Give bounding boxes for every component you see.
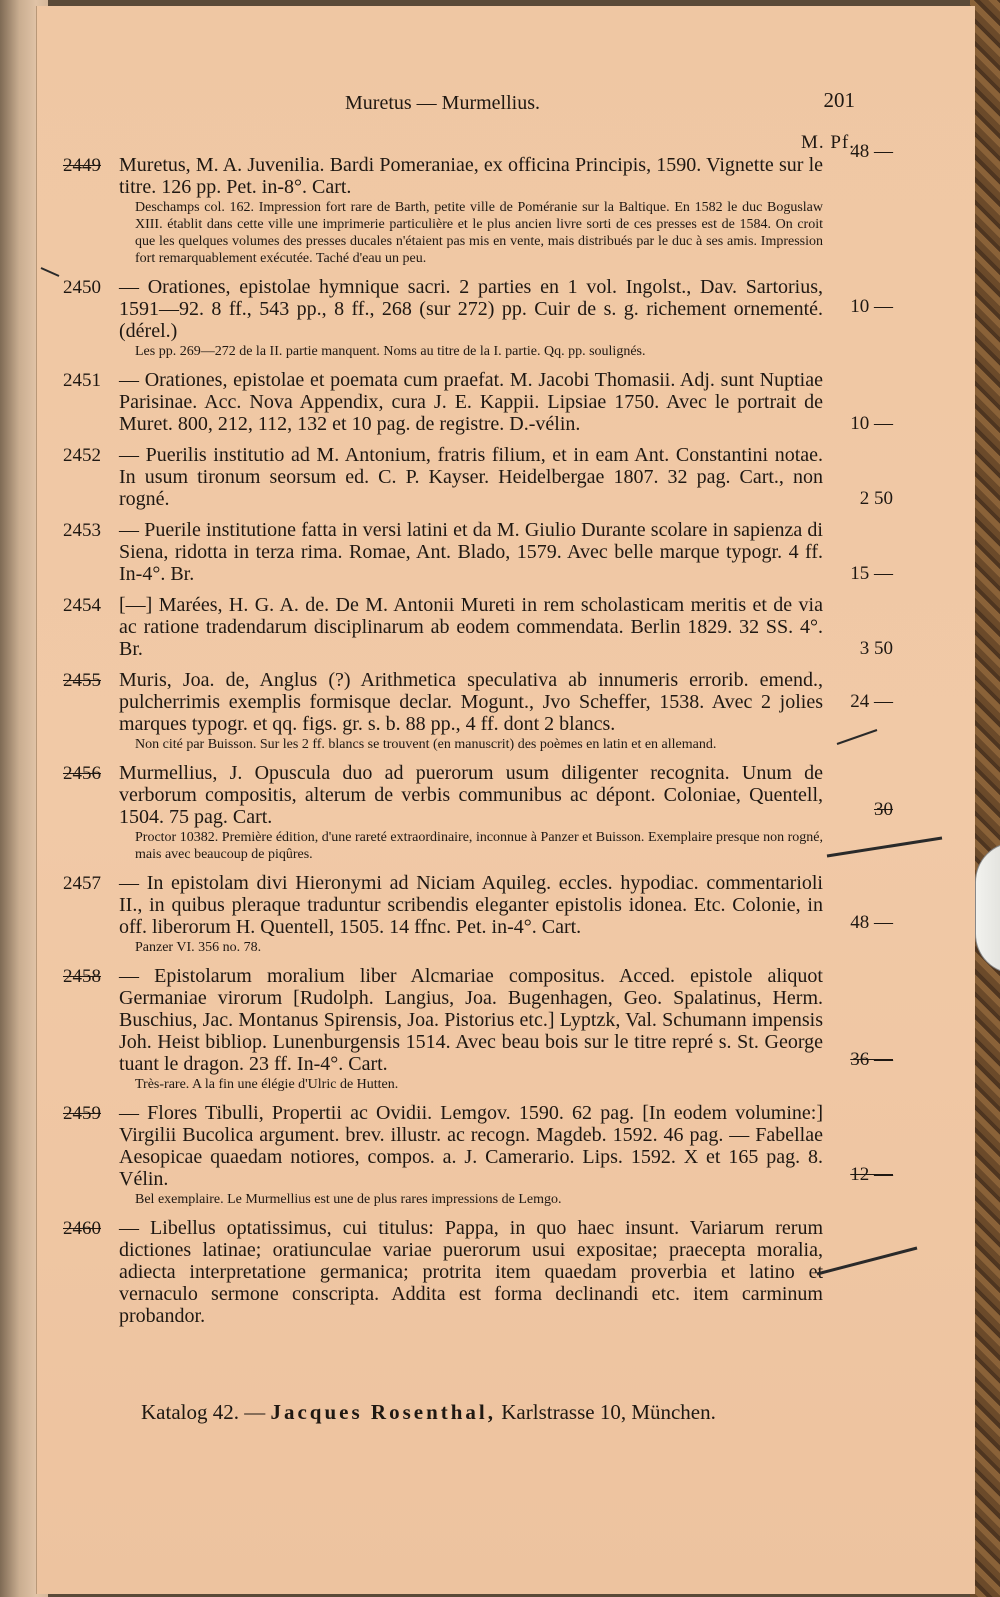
pencil-stroke bbox=[41, 268, 59, 276]
page-footer bbox=[141, 1400, 716, 1425]
entry-price: 12 — bbox=[850, 1164, 893, 1185]
entry-note: Bel exemplaire. Le Murmellius est une de plus rares impressions de Lemgo. bbox=[135, 1192, 562, 1207]
catalog-entry bbox=[63, 669, 893, 753]
entry-text: — Orationes, epistolae et poemata cum praefat. M. Jacobi Thomasii. Adj. sunt Nuptiae Parisinae. Acc. Nova Appendix, cura J. E. Kappii. Lipsiae 1750. Avec le portrait de Muret. 800, 212, 112, 132 et 10 pag. de registre. D.-vélin. bbox=[119, 369, 823, 435]
catalog-entry bbox=[63, 276, 893, 360]
catalog-entry bbox=[63, 872, 893, 956]
entry-number: 2453 bbox=[63, 520, 101, 541]
entry-number: 2457 bbox=[63, 873, 101, 894]
running-title: Muretus — Murmellius. bbox=[345, 92, 540, 114]
entry-price: 3 50 bbox=[859, 638, 893, 659]
entry-text: — Epistolarum moralium liber Alcmariae compositus. Acced. epistole aliquot Germaniae virorum [Rudolph. Langius, Joa. Bugenhagen, Geo. Spalatinus, Herm. Buschius, Jac. Montanus Spirensis, Joa. Pistorius etc.] Lyptzk, Val. Schumann impensis Joh. Heist bibliop. Lunenburgensis 1514. Avec beau bois sur le titre repré s. St. George tuant le dragon. 23 ff. In-4°. Cart. bbox=[119, 965, 823, 1075]
catalog-page bbox=[36, 6, 975, 1594]
footer-address: Karlstrasse 10, München. bbox=[501, 1400, 716, 1424]
entry-number: 2454 bbox=[63, 595, 101, 616]
entry-text: — Libellus optatissimus, cui titulus: Pappa, in quo haec insunt. Variarum rerum dictiones latinae; oratiunculae variae puerorum usui expositae; praecepta moralia, adiecta interpretatione germanica; protrita item quaedam proverbia et latino et vernaculo sermone conscripta. Addita est forma declinandi etc. item carminum probandor. bbox=[119, 1217, 823, 1327]
entry-price: 36 — bbox=[850, 1049, 893, 1070]
entry-number: 2458 bbox=[63, 966, 101, 987]
entry-number: 2452 bbox=[63, 445, 101, 466]
currency-columns: M. Pf. bbox=[800, 132, 855, 153]
entry-text: — In epistolam divi Hieronymi ad Niciam Aquileg. eccles. hypodiac. commentarioli II., in quibus pleraque traduntur scribendis eleganter epistolis idonea. Etc. Colonie, in off. liberorum H. Quentell, 1505. 14 ffnc. Pet. in-4°. Cart. bbox=[119, 872, 823, 938]
entry-price: 10 — bbox=[850, 413, 893, 434]
entry-note: Deschamps col. 162. Impression fort rare de Barth, petite ville de Poméranie sur la Baltique. En 1582 le duc Boguslaw XIII. établit dans cette ville une imprimerie particulière et le plus ancien livre sorti de ces presses est de 1584. On croit que les quelques volumes des presses ducales n'étaient pas mis en vente, mais distribués par le duc à ses amis. Impression fort remarquablement exécutée. Taché d'eau un peu. bbox=[135, 200, 823, 266]
entry-number: 2460 bbox=[63, 1218, 101, 1239]
entry-price: 30 bbox=[874, 799, 893, 820]
page-header bbox=[37, 88, 975, 122]
catalog-entry bbox=[63, 762, 893, 863]
entry-text: Muretus, M. A. Juvenilia. Bardi Pomeraniae, ex officina Principis, 1590. Vignette sur le titre. 126 pp. Pet. in-8°. Cart. bbox=[119, 154, 823, 198]
entry-note: Les pp. 269—272 de la II. partie manquent. Noms au titre de la I. partie. Qq. pp. soulignés. bbox=[135, 344, 646, 359]
entry-price: 10 — bbox=[850, 296, 893, 317]
catalog-entry bbox=[63, 594, 893, 660]
entry-number: 2449 bbox=[63, 155, 101, 176]
footer-catalog: Katalog 42. — bbox=[141, 1400, 266, 1424]
entry-price: 24 — bbox=[850, 691, 893, 712]
entry-note: Très-rare. A la fin une élégie d'Ulric de Hutten. bbox=[135, 1077, 399, 1092]
entry-number: 2451 bbox=[63, 370, 101, 391]
catalog-entry bbox=[63, 1217, 893, 1327]
entry-text: — Flores Tibulli, Propertii ac Ovidii. Lemgov. 1590. 62 pag. [In eodem volumine:] Virgilii Bucolica argument. brev. illustr. ac recogn. Magdeb. 1592. 46 pag. — Fabellae Aesopicae quaedam notiores, compos. a. J. Camerario. Lips. 1592. X et 165 pag. 8. Vélin. bbox=[119, 1102, 823, 1190]
footer-bookseller: Jacques Rosenthal, bbox=[270, 1400, 497, 1424]
entry-price: 48 — bbox=[850, 912, 893, 933]
entry-number: 2455 bbox=[63, 670, 101, 691]
entry-text: Murmellius, J. Opuscula duo ad puerorum usum diligenter recognita. Unum de verborum compositis, alterum de verbis communibus ac dépont. Coloniae, Quentell, 1504. 75 pag. Cart. bbox=[119, 762, 823, 828]
entry-text: — Puerilis institutio ad M. Antonium, fratris filium, et in eam Ant. Constantini notae. In usum tironum seorsum ed. C. P. Kayser. Heidelbergae 1807. 32 pag. Cart., non rogné. bbox=[119, 444, 823, 510]
entry-number: 2459 bbox=[63, 1103, 101, 1124]
entry-text: — Orationes, epistolae hymnique sacri. 2 parties en 1 vol. Ingolst., Dav. Sartorius, 1591—92. 8 ff., 543 pp., 8 ff., 268 (sur 272) pp. Cuir de s. g. richement ornementé. (dérel.) bbox=[119, 276, 823, 342]
entry-price: 2 50 bbox=[859, 488, 893, 509]
entry-text: [—] Marées, H. G. A. de. De M. Antonii Mureti in rem scholasticam meritis et de via ac ratione tradendarum disciplinarum ab eodem commendata. Berlin 1829. 32 SS. 4°. Br. bbox=[119, 594, 823, 660]
entry-number: 2450 bbox=[63, 277, 101, 298]
entry-note: Proctor 10382. Première édition, d'une rareté extraordinaire, inconnue à Panzer et Buisson. Exemplaire presque non rogné, mais avec beaucoup de piqûres. bbox=[135, 830, 823, 862]
catalog-entry bbox=[63, 369, 893, 435]
catalog-entry bbox=[63, 1102, 893, 1208]
entry-note: Panzer VI. 356 no. 78. bbox=[135, 940, 262, 955]
page-number: 201 bbox=[823, 88, 855, 112]
catalog-entry bbox=[63, 519, 893, 585]
entry-note: Non cité par Buisson. Sur les 2 ff. blancs se trouvent (en manuscrit) des poèmes en latin et en allemand. bbox=[135, 737, 717, 752]
entry-price: 15 — bbox=[850, 563, 893, 584]
entry-text: — Puerile institutione fatta in versi latini et da M. Giulio Durante scolare in sapienza di Siena, ridotta in terza rima. Romae, Ant. Blado, 1579. Avec belle marque typogr. 4 ff. In-4°. Br. bbox=[119, 519, 823, 585]
entry-price: 48 — bbox=[850, 141, 893, 162]
catalog-entry bbox=[63, 444, 893, 510]
catalog-entry bbox=[63, 965, 893, 1093]
entry-text: Muris, Joa. de, Anglus (?) Arithmetica speculativa ab innumeris errorib. emend., pulcherrimis exemplis formisque declar. Mogunt., Jvo Scheffer, 1538. Avec 2 jolies marques typogr. et qq. figs. gr. s. b. 88 pp., 4 ff. dont 2 blancs. bbox=[119, 669, 823, 735]
entry-number: 2456 bbox=[63, 763, 101, 784]
